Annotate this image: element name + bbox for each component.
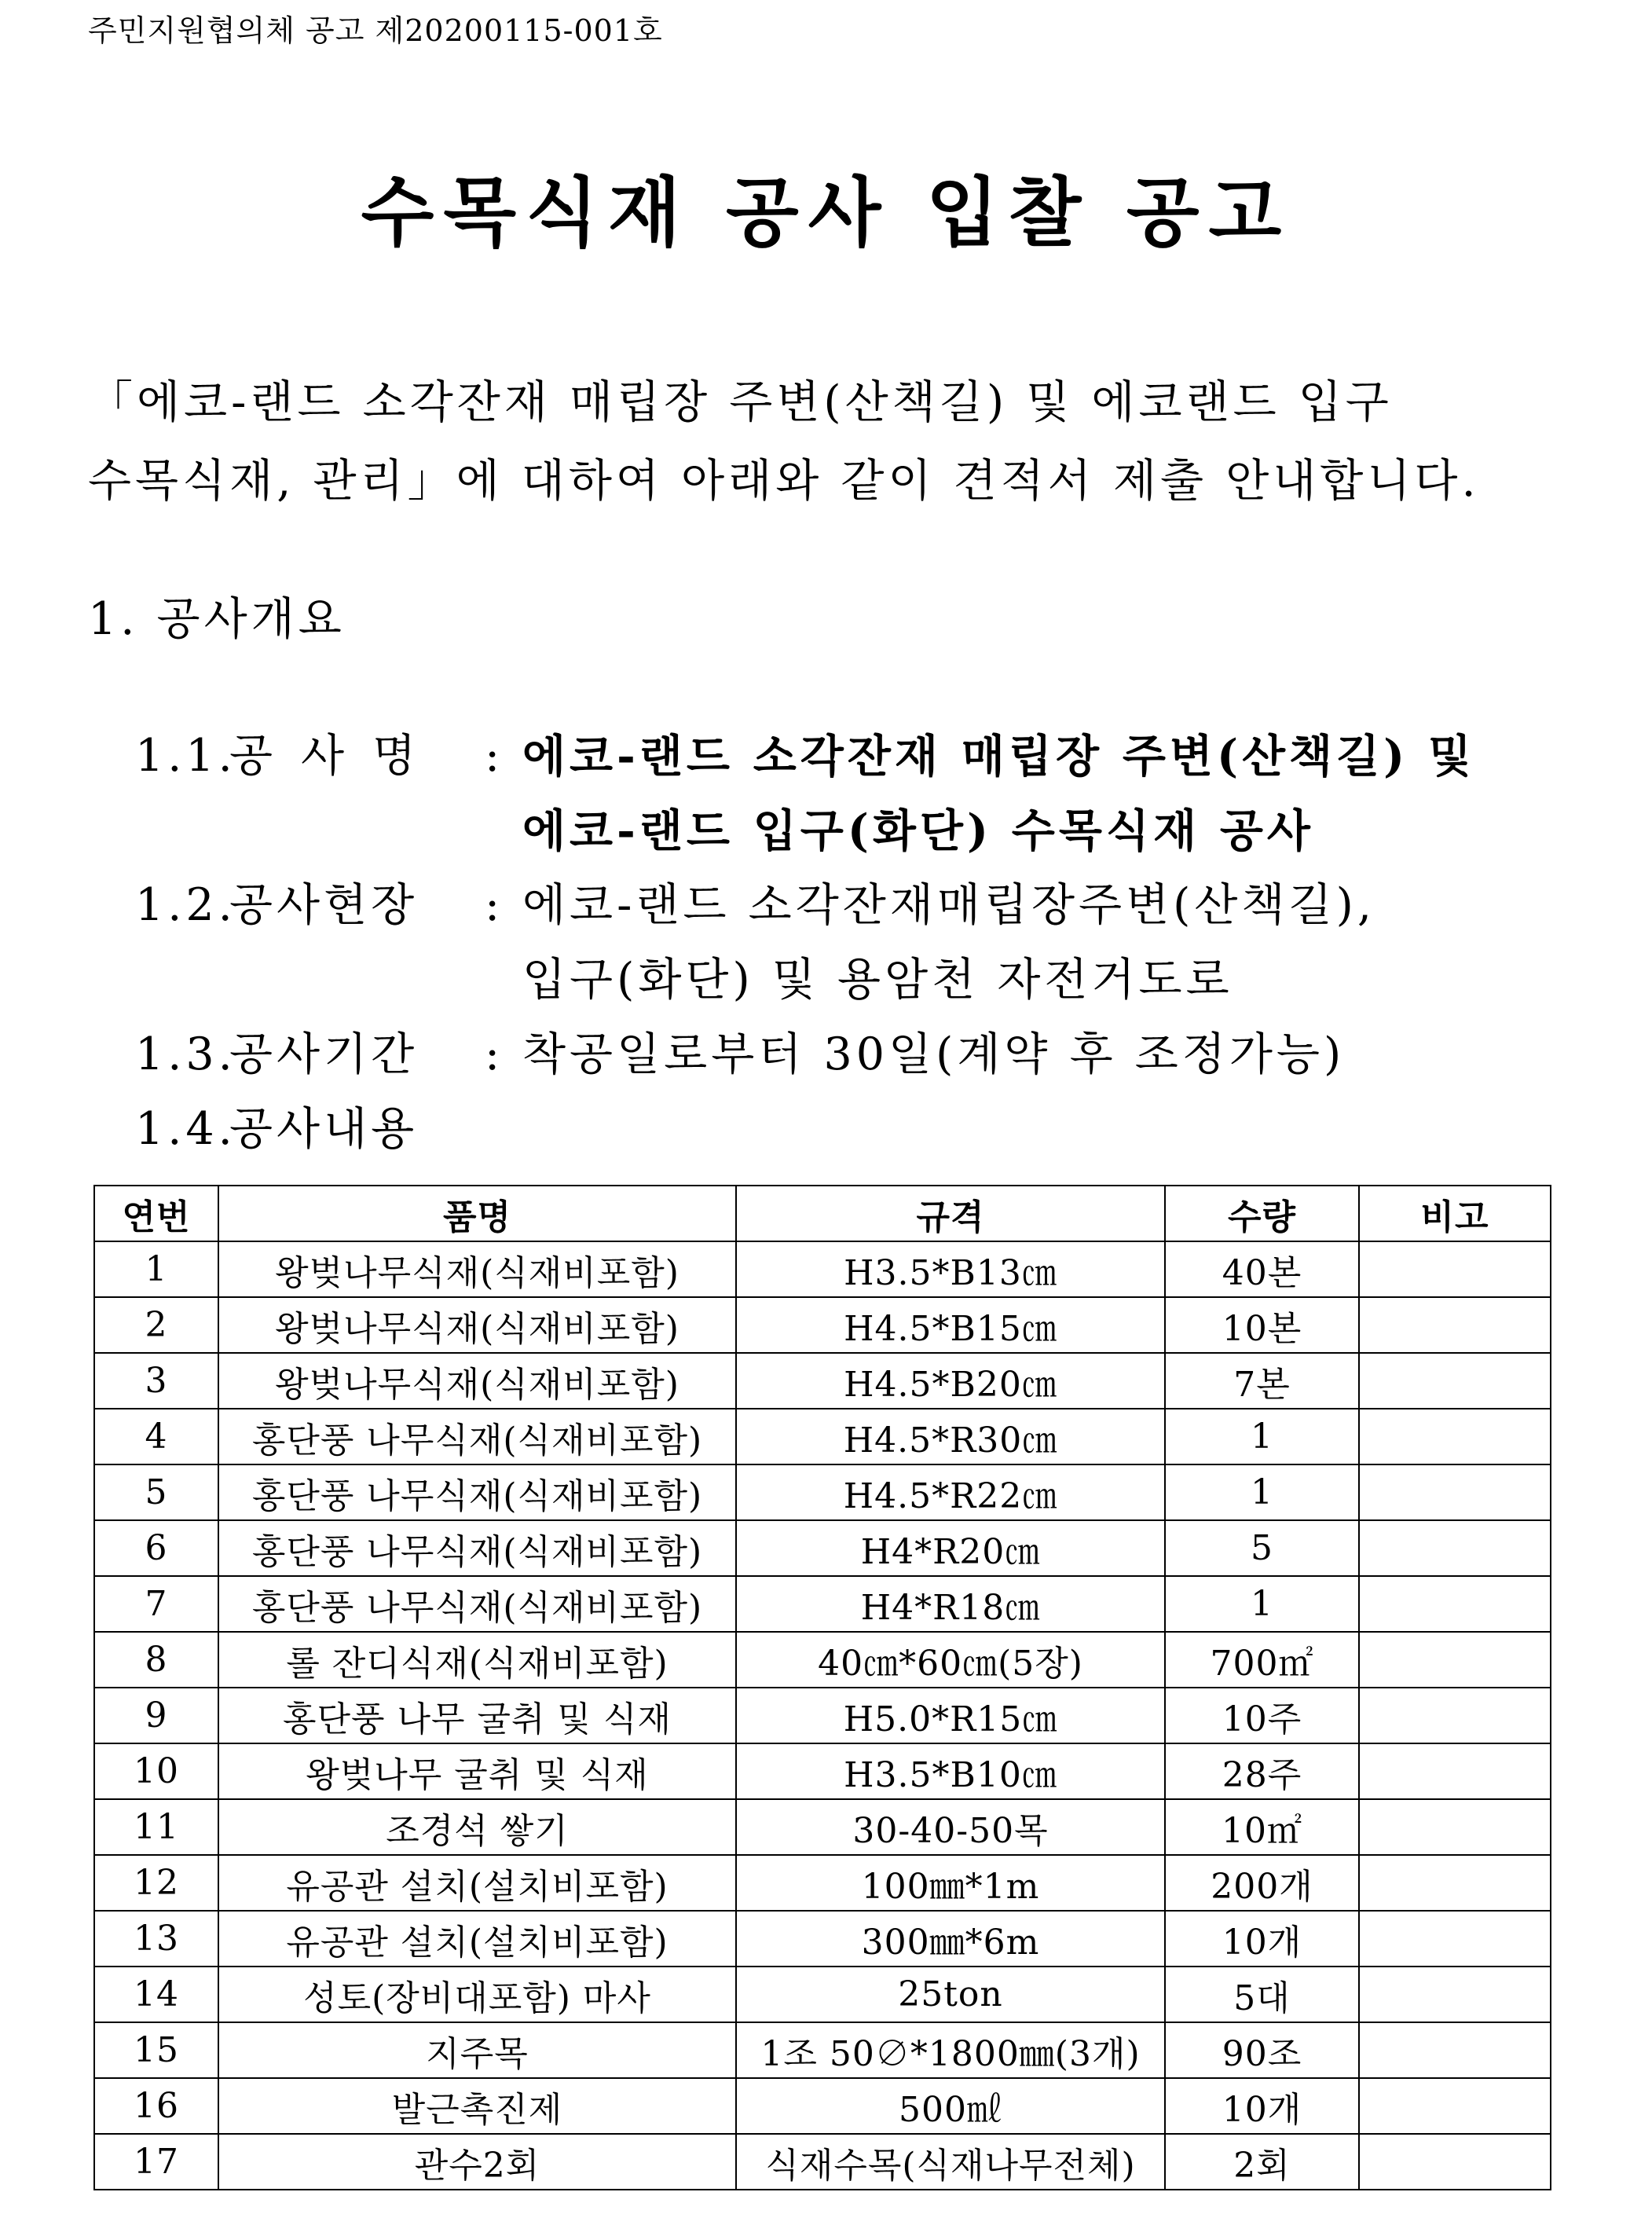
overview-colon: : xyxy=(485,1028,504,1080)
overview-colon: : xyxy=(485,730,504,782)
cell-qty: 40본 xyxy=(1165,1241,1359,1297)
cell-spec: 25ton xyxy=(736,1967,1165,2022)
table-row xyxy=(94,1576,1551,1632)
table-row xyxy=(94,2134,1551,2190)
cell-item: 지주목 xyxy=(218,2022,736,2078)
cell-seq: 2 xyxy=(94,1297,218,1353)
cell-item: 홍단풍 나무 굴취 및 식재 xyxy=(218,1688,736,1743)
cell-spec: H5.0*R15㎝ xyxy=(736,1688,1165,1743)
table-row xyxy=(94,2022,1551,2078)
table-row xyxy=(94,1409,1551,1464)
cell-qty: 10본 xyxy=(1165,1297,1359,1353)
overview-label: 공사기간 xyxy=(229,1028,419,1080)
cell-spec: 100㎜*1m xyxy=(736,1855,1165,1911)
cell-note xyxy=(1359,2134,1551,2190)
cell-seq: 7 xyxy=(94,1576,218,1632)
overview-label: 공사현장 xyxy=(229,879,419,931)
cell-note xyxy=(1359,1297,1551,1353)
cell-spec: H4*R18㎝ xyxy=(736,1576,1165,1632)
table-row xyxy=(94,1911,1551,1967)
cell-note xyxy=(1359,1464,1551,1520)
table-row xyxy=(94,1297,1551,1353)
cell-item: 유공관 설치(설치비포함) xyxy=(218,1911,736,1967)
column-header-note: 비고 xyxy=(1359,1186,1551,1241)
cell-note xyxy=(1359,1911,1551,1967)
cell-spec: 40㎝*60㎝(5장) xyxy=(736,1632,1165,1688)
cell-spec: 30-40-50목 xyxy=(736,1799,1165,1855)
cell-seq: 16 xyxy=(94,2078,218,2134)
cell-seq: 14 xyxy=(94,1967,218,2022)
cell-seq: 13 xyxy=(94,1911,218,1967)
cell-spec: H4.5*R22㎝ xyxy=(736,1464,1165,1520)
intro-line-2: 수목식재, 관리」에 대하여 아래와 같이 견적서 제출 안내합니다. xyxy=(88,455,1480,507)
cell-qty: 5대 xyxy=(1165,1967,1359,2022)
table-row xyxy=(94,1632,1551,1688)
overview-item-name-cont xyxy=(135,794,1475,868)
cell-seq: 3 xyxy=(94,1353,218,1409)
cell-qty: 10개 xyxy=(1165,1911,1359,1967)
intro-paragraph xyxy=(88,363,1480,520)
cell-item: 조경석 쌓기 xyxy=(218,1799,736,1855)
overview-number: 1.4. xyxy=(135,1103,236,1155)
column-header-item: 품명 xyxy=(218,1186,736,1241)
cell-item: 유공관 설치(설치비포함) xyxy=(218,1855,736,1911)
overview-value: 착공일로부터 30일(계약 후 조정가능) xyxy=(522,1028,1346,1080)
column-header-qty: 수량 xyxy=(1165,1186,1359,1241)
table-row xyxy=(94,1464,1551,1520)
cell-item: 왕벚나무식재(식재비포함) xyxy=(218,1297,736,1353)
table-row xyxy=(94,1967,1551,2022)
cell-qty: 2회 xyxy=(1165,2134,1359,2190)
cell-spec: 식재수목(식재나무전체) xyxy=(736,2134,1165,2190)
overview-number: 1.1. xyxy=(135,730,236,782)
table-header-row xyxy=(94,1186,1551,1241)
cell-item: 발근촉진제 xyxy=(218,2078,736,2134)
cell-note xyxy=(1359,1241,1551,1297)
cell-spec: H4.5*R30㎝ xyxy=(736,1409,1165,1464)
cell-note xyxy=(1359,1743,1551,1799)
cell-qty: 7본 xyxy=(1165,1353,1359,1409)
cell-item: 왕벚나무식재(식재비포함) xyxy=(218,1353,736,1409)
cell-note xyxy=(1359,1353,1551,1409)
cell-note xyxy=(1359,1576,1551,1632)
cell-spec: H4*R20㎝ xyxy=(736,1520,1165,1576)
cell-note xyxy=(1359,1632,1551,1688)
overview-value: 에코-랜드 소각잔재 매립장 주변(산책길) 및 xyxy=(522,730,1476,783)
table-row xyxy=(94,1855,1551,1911)
cell-spec: H3.5*B13㎝ xyxy=(736,1241,1165,1297)
cell-seq: 8 xyxy=(94,1632,218,1688)
overview-list xyxy=(135,719,1475,1167)
cell-spec: 300㎜*6m xyxy=(736,1911,1165,1967)
overview-number: 1.3. xyxy=(135,1028,236,1080)
cell-qty: 90조 xyxy=(1165,2022,1359,2078)
table-row xyxy=(94,1799,1551,1855)
overview-number: 1.2. xyxy=(135,879,236,931)
overview-item-name xyxy=(135,719,1475,794)
overview-colon: : xyxy=(485,879,504,931)
cell-note xyxy=(1359,2022,1551,2078)
table-body xyxy=(94,1241,1551,2190)
cell-item: 홍단풍 나무식재(식재비포함) xyxy=(218,1520,736,1576)
cell-qty: 10개 xyxy=(1165,2078,1359,2134)
cell-spec: 1조 50∅*1800㎜(3개) xyxy=(736,2022,1165,2078)
overview-label: 공사명 xyxy=(229,730,445,782)
cell-note xyxy=(1359,1688,1551,1743)
cell-seq: 5 xyxy=(94,1464,218,1520)
cell-qty: 10㎡ xyxy=(1165,1799,1359,1855)
cell-qty: 10주 xyxy=(1165,1688,1359,1743)
overview-label: 공사내용 xyxy=(229,1103,419,1155)
table-row xyxy=(94,1743,1551,1799)
cell-spec: H4.5*B20㎝ xyxy=(736,1353,1165,1409)
cell-item: 롤 잔디식재(식재비포함) xyxy=(218,1632,736,1688)
cell-seq: 9 xyxy=(94,1688,218,1743)
table-row xyxy=(94,1353,1551,1409)
overview-item-contents xyxy=(135,1092,1475,1167)
cell-note xyxy=(1359,1855,1551,1911)
overview-item-site-cont xyxy=(135,943,1475,1017)
overview-value: 에코-랜드 소각잔재매립장주변(산책길), xyxy=(522,879,1375,931)
document-title: 수목식재 공사 입찰 공고 xyxy=(361,169,1291,257)
table-row xyxy=(94,2078,1551,2134)
cell-spec: H4.5*B15㎝ xyxy=(736,1297,1165,1353)
cell-qty: 700㎡ xyxy=(1165,1632,1359,1688)
section-heading-overview: 1. 공사개요 xyxy=(88,593,346,645)
cell-item: 홍단풍 나무식재(식재비포함) xyxy=(218,1576,736,1632)
cell-seq: 12 xyxy=(94,1855,218,1911)
cell-seq: 11 xyxy=(94,1799,218,1855)
cell-note xyxy=(1359,1520,1551,1576)
cell-item: 홍단풍 나무식재(식재비포함) xyxy=(218,1464,736,1520)
cell-item: 성토(장비대포함) 마사 xyxy=(218,1967,736,2022)
cell-qty: 1 xyxy=(1165,1409,1359,1464)
overview-value: 입구(화단) 및 용암천 자전거도로 xyxy=(522,954,1233,1006)
cell-item: 홍단풍 나무식재(식재비포함) xyxy=(218,1409,736,1464)
column-header-spec: 규격 xyxy=(736,1186,1165,1241)
cell-qty: 1 xyxy=(1165,1464,1359,1520)
cell-note xyxy=(1359,2078,1551,2134)
overview-item-period xyxy=(135,1017,1475,1092)
table-row xyxy=(94,1688,1551,1743)
intro-line-1: 「에코-랜드 소각잔재 매립장 주변(산책길) 및 에코랜드 입구 xyxy=(88,376,1393,428)
cell-seq: 10 xyxy=(94,1743,218,1799)
cell-seq: 6 xyxy=(94,1520,218,1576)
work-items-table xyxy=(93,1185,1551,2190)
notice-number: 주민지원협의체 공고 제20200115-001호 xyxy=(88,13,663,48)
cell-qty: 1 xyxy=(1165,1576,1359,1632)
cell-spec: 500㎖ xyxy=(736,2078,1165,2134)
cell-qty: 28주 xyxy=(1165,1743,1359,1799)
overview-value: 에코-랜드 입구(화단) 수목식재 공사 xyxy=(522,805,1314,857)
cell-spec: H3.5*B10㎝ xyxy=(736,1743,1165,1799)
table-row xyxy=(94,1241,1551,1297)
overview-item-site xyxy=(135,868,1475,943)
column-header-seq: 연번 xyxy=(94,1186,218,1241)
cell-seq: 15 xyxy=(94,2022,218,2078)
cell-note xyxy=(1359,1409,1551,1464)
cell-qty: 200개 xyxy=(1165,1855,1359,1911)
cell-item: 왕벚나무식재(식재비포함) xyxy=(218,1241,736,1297)
table-row xyxy=(94,1520,1551,1576)
cell-item: 관수2회 xyxy=(218,2134,736,2190)
cell-note xyxy=(1359,1967,1551,2022)
cell-seq: 1 xyxy=(94,1241,218,1297)
cell-seq: 4 xyxy=(94,1409,218,1464)
cell-qty: 5 xyxy=(1165,1520,1359,1576)
cell-note xyxy=(1359,1799,1551,1855)
cell-item: 왕벚나무 굴취 및 식재 xyxy=(218,1743,736,1799)
cell-seq: 17 xyxy=(94,2134,218,2190)
